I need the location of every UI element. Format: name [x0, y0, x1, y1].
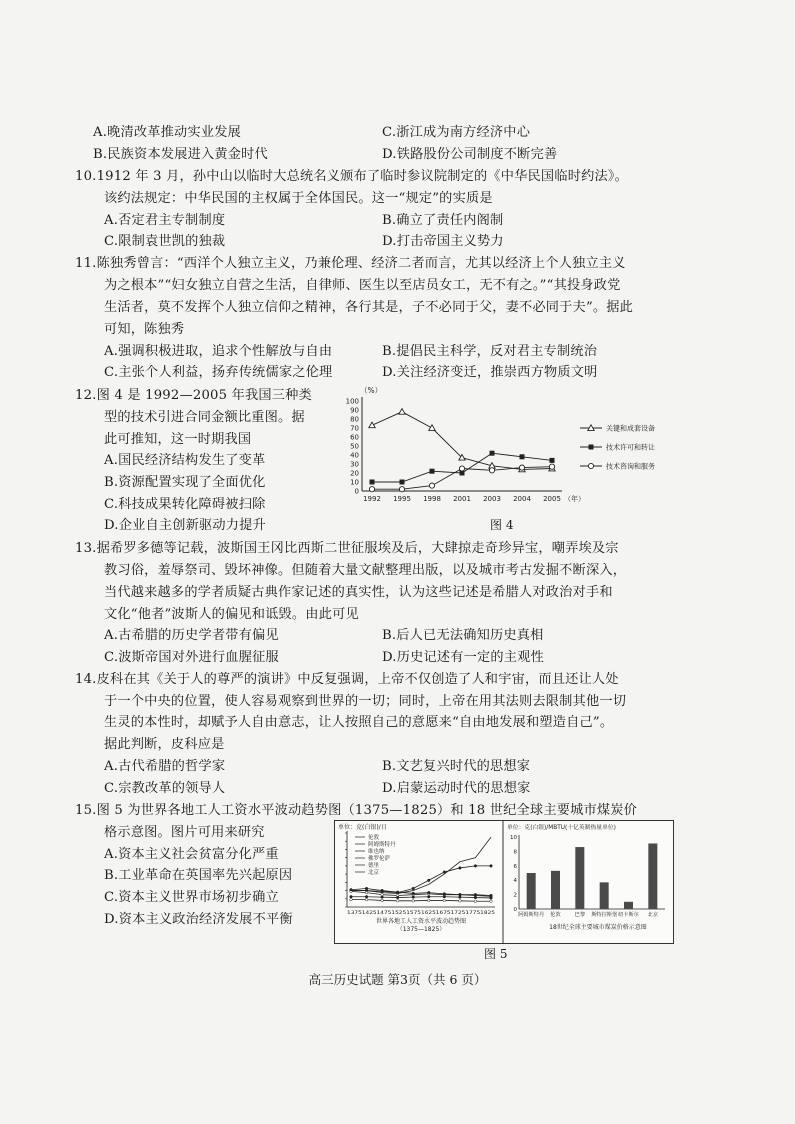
fig4-y-tick-label: 10	[350, 478, 359, 487]
fig5a-data-point	[474, 900, 477, 903]
fig5b-category-label: 纽卡斯尔	[618, 912, 639, 918]
fig4-legend-label: 技术咨询和服务	[606, 462, 655, 471]
fig4-data-point	[519, 465, 524, 470]
fig4-y-tick-label: 30	[350, 460, 359, 469]
fig4-data-point	[520, 454, 525, 459]
q11-stem-line-1: 11.陈独秀曾言：“西洋个人独立主义，乃兼伦理、经济二者而言，尤其以经济上个人独立主义	[75, 256, 626, 271]
fig4-data-point	[489, 468, 494, 473]
q11-option-c[interactable]: C.主张个人利益，扬弃传统儒家之伦理	[104, 365, 333, 380]
fig4-x-tick-label: 2004	[513, 495, 531, 503]
q11-option-b[interactable]: B.提倡民主科学，反对君主专制统治	[382, 344, 598, 359]
q13-option-a[interactable]: A.古希腊的历史学者带有偏见	[104, 628, 279, 643]
fig5a-data-point	[443, 899, 446, 902]
fig4-data-point	[370, 480, 375, 485]
fig4-x-tick-label: 1995	[393, 495, 411, 503]
fig4-legend-marker	[588, 463, 593, 468]
fig5a-title-years: （1375—1825）	[396, 926, 446, 933]
fig5b-bar	[575, 847, 584, 909]
fig4-data-point	[429, 483, 434, 488]
fig4-data-point	[369, 487, 374, 492]
fig5a-legend-label: 佛罗伦萨	[368, 856, 391, 862]
fig5a-title: 世界各地工人工资水平波动趋势图	[375, 918, 467, 925]
q10-option-c[interactable]: C.限制袁世凯的独裁	[104, 234, 226, 249]
fig4-y-tick-label: 20	[350, 469, 359, 478]
fig4-data-point	[550, 458, 555, 463]
q9-option-a[interactable]: A.晚清改革推动实业发展	[93, 125, 241, 140]
fig5a-data-point	[350, 895, 353, 898]
fig5b-category-label: 阿姆斯特丹	[518, 912, 545, 918]
q14-option-b[interactable]: B.文艺复兴时代的思想家	[382, 759, 531, 774]
fig4-data-point	[490, 451, 495, 456]
fig5b-bar	[551, 871, 560, 909]
fig5b-category-label: 巴黎	[574, 912, 586, 918]
fig5a-data-point	[412, 900, 415, 903]
fig5b-bar	[648, 843, 657, 909]
figure-5-charts	[335, 821, 673, 943]
fig5b-category-label: 斯特拉斯堡	[591, 912, 618, 918]
fig5b-y-tick-label: 4	[513, 878, 517, 885]
fig5a-data-point	[396, 891, 399, 894]
fig5a-legend-label: 伦敦	[368, 835, 380, 841]
q9-option-d[interactable]: D.铁路股份公司制度不断完善	[382, 147, 558, 162]
q14-stem-line-2: 于一个中央的位置，使人容易观察到世界的一切；同时，上帝在用其法则去限制其他一切	[104, 694, 627, 709]
fig4-y-tick-label: 80	[350, 415, 359, 424]
fig4-x-tick-label: 2005	[543, 495, 561, 503]
q13-option-d[interactable]: D.历史记述有一定的主观性	[382, 650, 544, 665]
fig5a-y-label: 单位：克(白银)/日	[338, 824, 387, 831]
fig4-data-point	[549, 464, 554, 469]
fig5b-bar	[624, 902, 633, 909]
fig5b-y-tick-label: 6	[513, 863, 517, 870]
fig5a-data-point	[427, 895, 430, 898]
fig4-y-tick-label: 70	[350, 424, 359, 433]
q15-stem-line-1: 15.图 5 为世界各地工人工资水平波动趋势图（1375—1825）和 18 世纪全球主要城市煤炭价	[75, 803, 638, 818]
q10-stem-line-1: 10.1912 年 3 月，孙中山以临时大总统名义颁布了临时参议院制定的《中华民国临时约法》。	[75, 169, 629, 184]
fig5a-data-point	[365, 898, 368, 901]
q11-stem-line-2: 为之根本”“妇女独立自营之生活，自律师、医生以至店员女工，无不有之。”“其投身政党	[104, 278, 621, 293]
fig5a-data-point	[490, 865, 493, 868]
q12-stem-line-1: 12.图 4 是 1992—2005 年我国三种类	[75, 388, 312, 403]
fig5a-data-point	[412, 892, 415, 895]
fig5a-data-point	[459, 867, 462, 870]
fig5a-data-point	[412, 896, 415, 899]
q13-option-b[interactable]: B.后人已无法确知历史真相	[382, 628, 544, 643]
fig4-data-point	[400, 480, 405, 485]
fig5a-legend-label: 阿姆斯特丹	[368, 842, 396, 848]
fig4-data-point	[429, 425, 435, 431]
q13-stem-line-4: 文化“他者”波斯人的偏见和诋毁。由此可见	[104, 607, 359, 622]
fig4-data-point	[369, 422, 375, 428]
fig5a-legend-label: 德里	[368, 863, 380, 869]
fig5a-data-point	[381, 896, 384, 899]
q11-stem-line-3: 生活者，莫不发挥个人独立信仰之精神，各行其是，子不必同于父，妻不必同于夫”。据此	[104, 300, 634, 315]
fig5a-data-point	[443, 895, 446, 898]
fig4-y-tick-label: 60	[350, 433, 359, 442]
figure-4-line-chart	[340, 384, 670, 508]
fig5a-data-point	[381, 889, 384, 892]
fig5a-data-point	[474, 865, 477, 868]
fig4-x-tick-label: 2003	[483, 495, 501, 503]
fig5a-data-point	[490, 894, 493, 897]
q10-option-a[interactable]: A.否定君主专制制度	[104, 213, 226, 228]
q12-stem-line-2: 型的技术引进合同金额比重图。据	[104, 410, 305, 425]
fig4-x-tick-label: 1998	[423, 495, 441, 503]
fig5a-data-point	[427, 891, 430, 894]
figure-5-panel	[334, 820, 674, 944]
q15-option-b[interactable]: B.工业革命在英国率先兴起原因	[104, 868, 293, 883]
fig4-y-tick-label: 0	[354, 487, 359, 496]
q9-option-c[interactable]: C.浙江成为南方经济中心	[382, 125, 531, 140]
page-footer: 高三历史试题 第3页（共 6 页）	[308, 972, 487, 987]
fig4-x-label: （年）	[564, 495, 585, 503]
fig5a-data-point	[427, 879, 430, 882]
fig5b-bar	[527, 873, 536, 909]
fig4-legend-label: 技术许可和转让	[606, 443, 655, 452]
fig5a-data-point	[365, 891, 368, 894]
fig5a-data-point	[443, 893, 446, 896]
q11-stem-line-4: 可知，陈独秀	[104, 322, 185, 337]
q14-stem-line-4: 据此判断，皮科应是	[104, 737, 225, 752]
fig5a-data-point	[365, 895, 368, 898]
fig5a-data-point	[396, 900, 399, 903]
q15-stem-line-2: 格示意图。图片可用来研究	[104, 825, 265, 840]
q12-option-b[interactable]: B.资源配置实现了全面优化	[104, 475, 266, 490]
q15-option-c[interactable]: C.资本主义世界市场初步确立	[104, 890, 279, 905]
fig5a-legend-label: 北京	[368, 870, 380, 876]
fig4-y-tick-label: 40	[350, 451, 359, 460]
q10-stem-line-2: 该约法规定：中华民国的主权属于全体国民。这一“规定”的实质是	[104, 191, 493, 206]
fig5b-y-tick-label: 10	[510, 835, 517, 841]
fig5a-data-point	[381, 893, 384, 896]
fig5a-data-point	[443, 871, 446, 874]
fig5a-data-point	[459, 896, 462, 899]
fig5a-data-point	[381, 899, 384, 902]
q13-option-c[interactable]: C.波斯帝国对外进行血腥征服	[104, 650, 279, 665]
q12-option-d[interactable]: D.企业自主创新驱动力提升	[104, 518, 266, 533]
q14-option-c[interactable]: C.宗教改革的领导人	[104, 781, 226, 796]
fig5a-data-point	[350, 898, 353, 901]
fig5a-data-point	[490, 897, 493, 900]
fig4-legend-label: 关键和成套设备	[606, 424, 655, 433]
fig5b-category-label: 伦敦	[550, 912, 561, 918]
fig5a-data-point	[365, 887, 368, 890]
fig4-series-line	[372, 412, 552, 470]
fig4-data-point	[399, 487, 404, 492]
q14-stem-line-3: 生灵的本性时，却赋予人自由意志，让人按照自己的意愿来“自由地发展和塑造自己”。	[104, 715, 614, 730]
fig4-x-tick-label: 2001	[453, 495, 471, 503]
fig5b-y-tick-label: 0	[513, 907, 517, 913]
fig5b-y-tick-label: 8	[513, 849, 517, 856]
fig5a-data-point	[412, 887, 415, 890]
fig5b-y-label: 单位：克(白银)/MBTU(十亿英制热量单位)	[507, 825, 616, 831]
q12-option-c[interactable]: C.科技成果转化障碍被扫除	[104, 497, 266, 512]
q10-option-b[interactable]: B.确立了责任内阁制	[382, 213, 504, 228]
fig4-legend-marker	[589, 445, 594, 450]
q10-option-d[interactable]: D.打击帝国主义势力	[382, 234, 504, 249]
fig5a-data-point	[396, 896, 399, 899]
fig4-x-tick-label: 1992	[363, 495, 381, 503]
fig5b-title: 18世纪全球主要城市煤炭价格示意图	[549, 924, 647, 931]
fig5a-data-point	[474, 896, 477, 899]
q14-option-d[interactable]: D.启蒙运动时代的思想家	[382, 781, 531, 796]
q14-stem-line-1: 14.皮科在其《关于人的尊严的演讲》中反复强调，上帝不仅创造了人和宇宙，而且还让人处	[75, 672, 619, 687]
q13-stem-line-3: 当代越来越多的学者质疑古典作家记述的真实性，认为这些记述是希腊人对政治对手和	[104, 585, 613, 600]
fig5a-data-point	[474, 893, 477, 896]
fig5a-series-line	[351, 891, 491, 896]
fig5a-series-line	[351, 897, 491, 898]
fig4-data-point	[430, 469, 435, 474]
q12-stem-line-3: 此可推知，这一时期我国	[104, 432, 252, 447]
fig5b-category-label: 北京	[647, 912, 659, 918]
fig5a-series-line	[351, 900, 491, 902]
q13-stem-line-2: 教习俗，羞辱祭司、毁坏神像。但随着大量文献整理出版，以及城市考古发掘不断深入，	[104, 563, 627, 578]
fig4-y-label: （%）	[360, 386, 383, 395]
q11-option-a[interactable]: A.强调积极进取，追求个性解放与自由	[104, 344, 333, 359]
figure-5-caption: 图 5	[484, 947, 508, 961]
q13-stem-line-1: 13.据希罗多德等记载，波斯国王冈比西斯二世征服埃及后，大肆掠走奇珍异宝，嘲弄埃及宗	[75, 541, 619, 556]
fig5a-data-point	[490, 900, 493, 903]
fig5b-bar	[600, 882, 609, 909]
fig5a-x-tick-labels: 1375142514751525157516251675172517751825	[347, 911, 464, 916]
fig4-y-tick-label: 90	[350, 406, 359, 415]
q14-option-a[interactable]: A.古代希腊的哲学家	[104, 759, 226, 774]
fig4-y-tick-label: 100	[345, 397, 359, 406]
q12-option-a[interactable]: A.国民经济结构发生了变革	[104, 453, 266, 468]
q9-option-b[interactable]: B.民族资本发展进入黄金时代	[93, 147, 268, 162]
q15-option-d[interactable]: D.资本主义政治经济发展不平衡	[104, 912, 293, 927]
fig4-data-point	[399, 409, 405, 415]
fig5b-y-tick-label: 2	[513, 892, 517, 899]
fig5a-data-point	[427, 899, 430, 902]
fig5a-data-point	[459, 893, 462, 896]
figure-4-caption: 图 4	[490, 518, 514, 532]
fig5a-data-point	[350, 888, 353, 891]
fig5a-legend-label: 维也纳	[368, 849, 385, 855]
fig5a-data-point	[459, 900, 462, 903]
q15-option-a[interactable]: A.资本主义社会贫富分化严重	[104, 847, 279, 862]
q11-option-d[interactable]: D.关注经济变迁，推崇西方物质文明	[382, 365, 598, 380]
fig4-data-point	[459, 466, 464, 471]
fig4-y-tick-label: 50	[350, 442, 359, 451]
